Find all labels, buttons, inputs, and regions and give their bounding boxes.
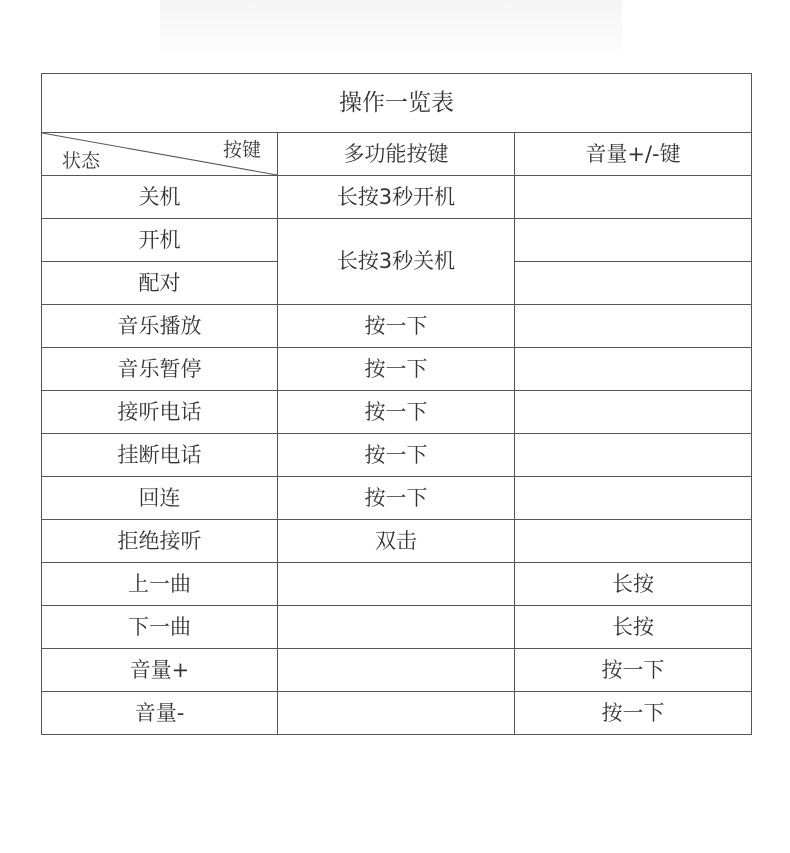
volume-key-cell — [515, 477, 752, 520]
volume-key-cell — [515, 305, 752, 348]
operation-table — [41, 73, 752, 735]
multi-key-cell: 按一下 — [278, 477, 515, 520]
volume-key-cell — [515, 176, 752, 219]
multi-key-cell: 长按3秒开机 — [278, 176, 515, 219]
header-key-label: 按键 — [222, 139, 261, 161]
table-row — [42, 649, 752, 692]
state-cell: 上一曲 — [42, 563, 278, 606]
header-state-label: 状态 — [62, 150, 101, 172]
state-cell: 音乐暂停 — [42, 348, 278, 391]
state-cell: 关机 — [42, 176, 278, 219]
volume-key-cell: 长按 — [515, 606, 752, 649]
table-title-row — [42, 74, 752, 133]
state-cell: 音量+ — [42, 649, 278, 692]
volume-key-cell — [515, 219, 752, 262]
state-cell: 开机 — [42, 219, 278, 262]
volume-key-cell — [515, 262, 752, 305]
volume-key-cell: 按一下 — [515, 649, 752, 692]
state-cell: 配对 — [42, 262, 278, 305]
state-cell: 拒绝接听 — [42, 520, 278, 563]
multi-key-cell: 长按3秒关机 — [278, 219, 515, 305]
multi-key-cell — [278, 692, 515, 735]
table-header-row — [42, 133, 752, 176]
state-cell: 下一曲 — [42, 606, 278, 649]
state-cell: 接听电话 — [42, 391, 278, 434]
volume-key-cell — [515, 348, 752, 391]
volume-key-cell — [515, 434, 752, 477]
table-row — [42, 391, 752, 434]
table-row — [42, 176, 752, 219]
table-title: 操作一览表 — [42, 74, 752, 133]
volume-key-cell — [515, 520, 752, 563]
multi-key-cell: 双击 — [278, 520, 515, 563]
table-row — [42, 348, 752, 391]
state-cell: 音量- — [42, 692, 278, 735]
diagonal-header-cell — [42, 133, 278, 176]
table-row — [42, 434, 752, 477]
volume-key-cell: 长按 — [515, 563, 752, 606]
state-cell: 挂断电话 — [42, 434, 278, 477]
multi-key-cell — [278, 563, 515, 606]
multi-key-cell: 按一下 — [278, 348, 515, 391]
table-row — [42, 563, 752, 606]
table-row — [42, 305, 752, 348]
multi-key-cell: 按一下 — [278, 305, 515, 348]
table-row — [42, 606, 752, 649]
state-cell: 音乐播放 — [42, 305, 278, 348]
multi-key-cell: 按一下 — [278, 391, 515, 434]
multi-key-cell: 按一下 — [278, 434, 515, 477]
table-row — [42, 520, 752, 563]
state-cell: 回连 — [42, 477, 278, 520]
volume-key-cell — [515, 391, 752, 434]
multi-key-cell — [278, 606, 515, 649]
header-volume-key: 音量+/-键 — [515, 133, 752, 176]
table-row — [42, 219, 752, 262]
top-banner-shade — [160, 0, 622, 58]
table-row — [42, 692, 752, 735]
multi-key-cell — [278, 649, 515, 692]
table-row — [42, 477, 752, 520]
volume-key-cell: 按一下 — [515, 692, 752, 735]
header-multi-function-key: 多功能按键 — [278, 133, 515, 176]
